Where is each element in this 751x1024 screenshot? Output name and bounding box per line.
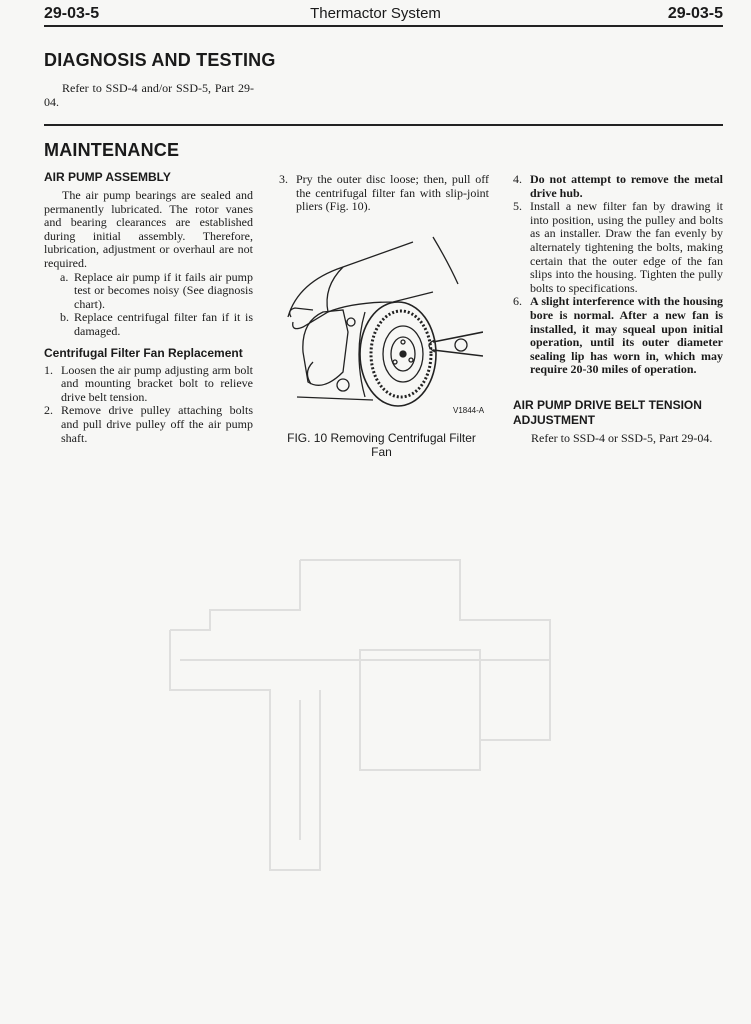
- pump-body: [303, 310, 348, 385]
- list-text: Replace air pump if it fails air pump test or becomes noisy (See diagnosis chart).: [74, 269, 253, 311]
- filter-fan: [360, 302, 436, 406]
- diagnosis-text-block: [44, 82, 254, 109]
- belt-tension-text: Refer to SSD-4 or SSD-5, Part 29-04.: [531, 430, 713, 445]
- filter-fan-heading: Centrifugal Filter Fan Replacement: [44, 345, 243, 360]
- air-pump-intro: The air pump bearings are sealed and permanently lubricated. The rotor vanes and bearing clearances are established during initial assembly. Therefore, lubrication, adjustment or overhaul are not required.: [44, 188, 253, 270]
- step-number: 1.: [44, 362, 53, 377]
- step-text: A slight interference with the housing bore is normal. After a new fan is installed, it may squeal upon initial operation, until its outer diameter sealing lip has worn in, which may require 20-30 miles of operation.: [530, 294, 723, 377]
- header-rule: [44, 25, 723, 27]
- list-text: Replace centrifugal filter fan if it is damaged.: [74, 310, 253, 338]
- step-item: [44, 364, 253, 405]
- maintenance-heading: MAINTENANCE: [44, 140, 180, 160]
- figure-id: V1844-A: [453, 406, 485, 415]
- step-item: [513, 295, 723, 377]
- section-rule: [44, 124, 723, 126]
- page-number-right: 29-03-5: [667, 5, 723, 22]
- page-number-left: 29-03-5: [44, 5, 100, 22]
- figure-caption: FIG. 10 Removing Centrifugal Filter Fan: [287, 431, 476, 459]
- step-item: [513, 200, 723, 295]
- step-text: Loosen the air pump adjusting arm bolt and mounting bracket bolt to relieve drive belt tension.: [61, 362, 253, 404]
- column-2: [279, 173, 489, 214]
- column-1: [44, 170, 253, 445]
- diagnosis-text: Refer to SSD-4 and/or SSD-5, Part 29-04.: [44, 81, 254, 109]
- step-number: 2.: [44, 403, 53, 418]
- step-text: Pry the outer disc loose; then, pull off the centrifugal filter fan with slip-joint pliers (Fig. 10).: [296, 172, 489, 214]
- step-number: 4.: [513, 172, 522, 186]
- step-text: Install a new filter fan by drawing it into position, using the pulley and bolts as an installer. Draw the fan evenly by alternately tightening the bolts, making certain that the outer edge of the fan slips into the housing. Tighten the pully bolts to specifications.: [530, 199, 723, 295]
- step-item: [513, 173, 723, 200]
- step-number: 5.: [513, 199, 522, 214]
- list-marker: a.: [60, 269, 69, 284]
- list-marker: b.: [60, 310, 69, 325]
- list-item: [44, 271, 253, 312]
- step-item: [279, 173, 489, 214]
- fan-removal-illustration: [283, 232, 483, 412]
- belt-tension-heading: AIR PUMP DRIVE BELT TENSION ADJUSTMENT: [513, 397, 702, 427]
- running-title: Thermactor System: [310, 5, 441, 22]
- list-item: [44, 311, 253, 338]
- step-text: Do not attempt to remove the metal drive hub.: [530, 172, 723, 200]
- step-text: Remove drive pulley attaching bolts and pull drive pulley off the air pump shaft.: [61, 403, 253, 445]
- step-item: [44, 404, 253, 445]
- column-3: [513, 173, 723, 446]
- step-number: 6.: [513, 294, 522, 309]
- step-number: 3.: [279, 172, 288, 186]
- show-through-illustration: [150, 540, 590, 900]
- diagnosis-heading: DIAGNOSIS AND TESTING: [44, 50, 276, 70]
- air-pump-heading: AIR PUMP ASSEMBLY: [44, 170, 171, 184]
